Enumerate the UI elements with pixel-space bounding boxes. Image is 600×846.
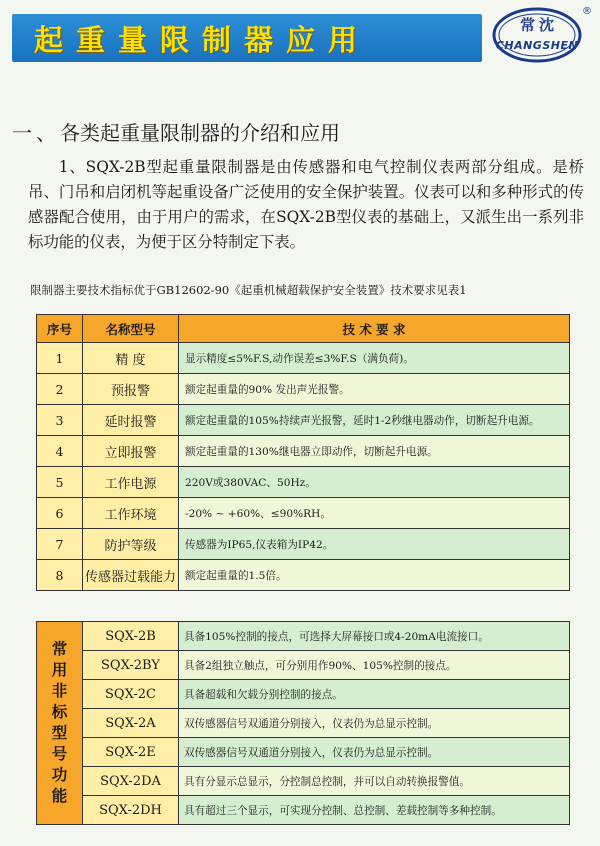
model-name: SQX-2C: [83, 680, 179, 709]
model-description: 双传感器信号双通道分别接入，仪表仍为总显示控制。: [179, 738, 570, 767]
row-requirement: 额定起重量的130%继电器立即动作，切断起升电源。: [179, 436, 570, 467]
table-row: [37, 651, 570, 680]
model-description: 具备105%控制的接点，可选择大屏幕接口或4-20mA电流接口。: [179, 622, 570, 651]
model-table: [36, 621, 570, 825]
model-description: 双传感器信号双通道分别接入，仪表仍为总显示控制。: [179, 709, 570, 738]
row-number: 6: [37, 498, 83, 529]
table-row: [37, 560, 570, 591]
changshen-logo: [492, 6, 592, 64]
row-requirement: 传感器为IP65,仪表箱为IP42。: [179, 529, 570, 560]
row-name: 防护等级: [83, 529, 179, 560]
header-number: 序号: [37, 315, 83, 343]
table-row: [37, 343, 570, 374]
model-name: SQX-2A: [83, 709, 179, 738]
model-description: 具备2组独立触点，可分别用作90%、105%控制的接点。: [179, 651, 570, 680]
table-row: [37, 622, 570, 651]
row-name: 延时报警: [83, 405, 179, 436]
row-name: 工作电源: [83, 467, 179, 498]
row-name: 精 度: [83, 343, 179, 374]
table-row: [37, 796, 570, 825]
model-name: SQX-2BY: [83, 651, 179, 680]
table-row: [37, 374, 570, 405]
table-row: [37, 436, 570, 467]
table-row: [37, 738, 570, 767]
registered-mark: ®: [582, 6, 592, 17]
row-requirement: 额定起重量的90% 发出声光报警。: [179, 374, 570, 405]
model-table-side-label: 常用非标型号功能: [37, 622, 83, 825]
header-requirement: 技 术 要 求: [179, 315, 570, 343]
title-banner: [12, 14, 482, 62]
row-requirement: 显示精度≤5%F.S,动作误差≤3%F.S（满负荷)。: [179, 343, 570, 374]
row-requirement: -20% ~ +60%、≤90%RH。: [179, 498, 570, 529]
row-number: 8: [37, 560, 83, 591]
row-requirement: 额定起重量的1.5倍。: [179, 560, 570, 591]
model-name: SQX-2DH: [83, 796, 179, 825]
standard-note: 限制器主要技术指标优于GB12602-90《起重机械超载保护安全装置》技术要求见表1: [30, 283, 467, 297]
logo-english-text: CHANGSHEN: [495, 39, 579, 52]
row-name: 传感器过载能力: [83, 560, 179, 591]
row-name: 预报警: [83, 374, 179, 405]
section-title-text: 各类起重量限制器的介绍和应用: [60, 121, 340, 145]
model-description: 具有超过三个显示，可实现分控制、总控制、差载控制等多种控制。: [179, 796, 570, 825]
table-row: [37, 529, 570, 560]
row-number: 7: [37, 529, 83, 560]
header-name: 名称型号: [83, 315, 179, 343]
row-number: 1: [37, 343, 83, 374]
model-name: SQX-2E: [83, 738, 179, 767]
page-title: 起重量限制器应用: [34, 22, 371, 57]
row-requirement: 220V或380VAC、50Hz。: [179, 467, 570, 498]
model-description: 具备超载和欠载分别控制的接点。: [179, 680, 570, 709]
model-name: SQX-2DA: [83, 767, 179, 796]
table-row: [37, 498, 570, 529]
model-description: 具有分显示总显示，分控制总控制，并可以自动转换报警值。: [179, 767, 570, 796]
table-row: [37, 709, 570, 738]
row-number: 2: [37, 374, 83, 405]
table-row: [37, 680, 570, 709]
intro-paragraph: 1、SQX-2B型起重量限制器是由传感器和电气控制仪表两部分组成。是桥吊、门吊和启闭机等起重设备广泛使用的安全保护装置。仪表可以和多种形式的传感器配合使用，由于用户的需求，在SQX-2B型仪表的基础上，又派生出一系列非标功能的仪表，为便于区分特制定下表。: [28, 158, 584, 251]
row-name: 立即报警: [83, 436, 179, 467]
section-heading: [12, 117, 340, 146]
table-row: [37, 467, 570, 498]
table-row: [37, 767, 570, 796]
row-number: 5: [37, 467, 83, 498]
section-number: 一、: [12, 121, 60, 145]
row-name: 工作环境: [83, 498, 179, 529]
logo-chinese-text: 常沈: [519, 16, 558, 34]
model-name: SQX-2B: [83, 622, 179, 651]
row-requirement: 额定起重量的105%持续声光报警，延时1-2秒继电器动作，切断起升电源。: [179, 405, 570, 436]
spec-table: [36, 314, 570, 591]
row-number: 4: [37, 436, 83, 467]
row-number: 3: [37, 405, 83, 436]
table-row: [37, 405, 570, 436]
spec-table-header: [37, 315, 570, 343]
